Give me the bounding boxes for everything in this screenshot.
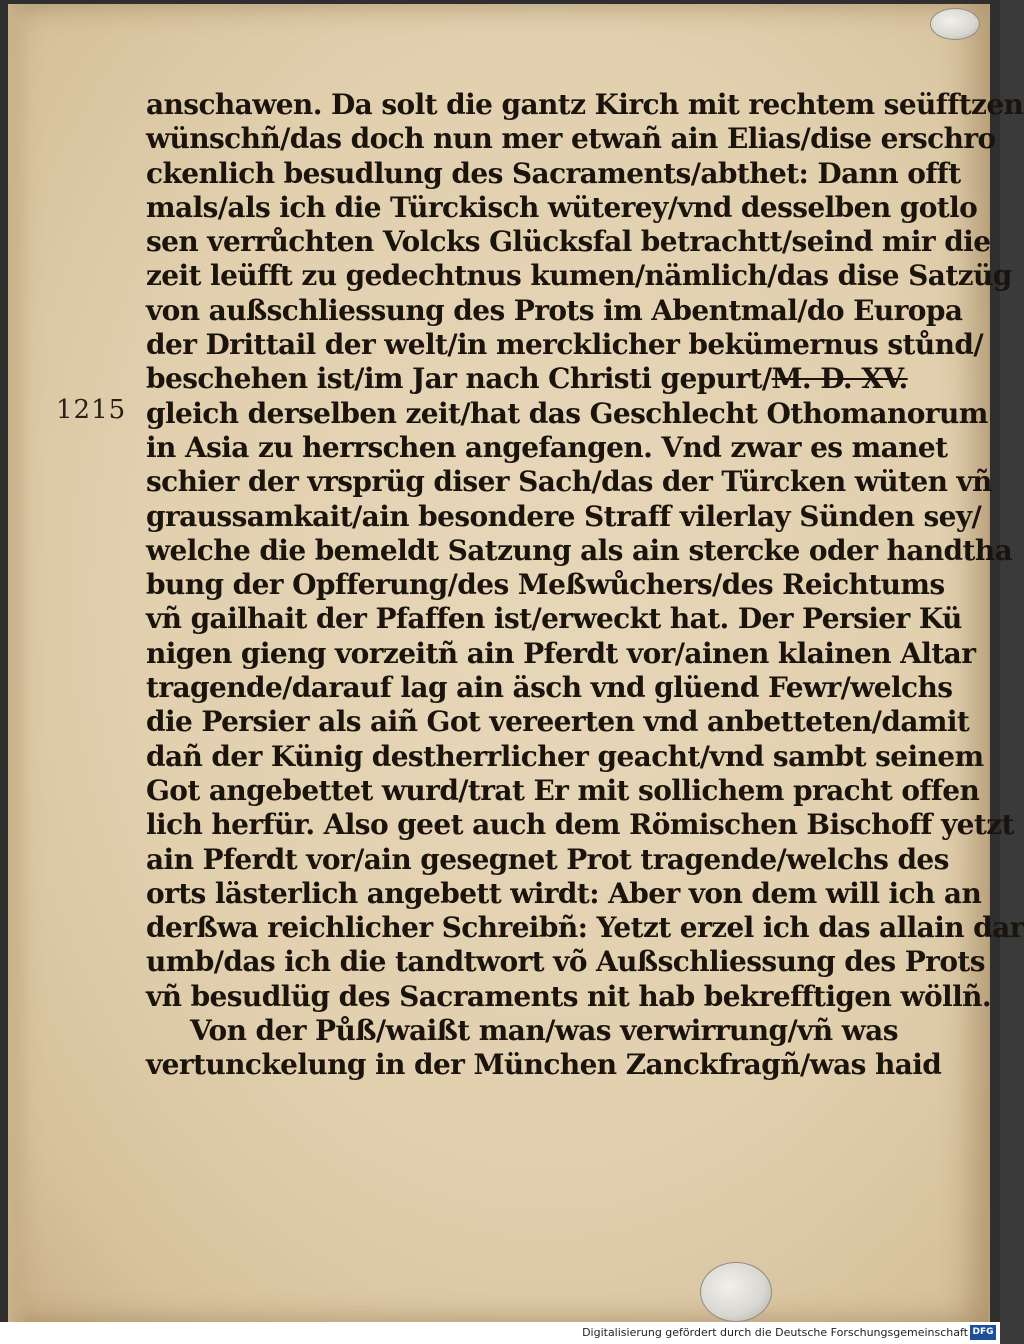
text-line: [146, 842, 949, 877]
text-line-content: graussamkait/ain besondere Straff vilerlay Sünden sey/: [146, 499, 982, 533]
text-line: [146, 465, 992, 499]
text-line-content: zeit leüfft zu gedechtnus kumen/nämlich/das dise Satzüg: [146, 259, 1012, 293]
text-line: [146, 1014, 932, 1048]
text-line: [146, 362, 932, 396]
footer-bar: [0, 1322, 1000, 1344]
text-line: [146, 328, 983, 362]
text-line: [146, 705, 970, 739]
text-line: [146, 636, 976, 671]
text-line: [146, 739, 984, 774]
text-line-content: beschehen ist/im Jar nach Christi gepurt/: [146, 362, 772, 396]
text-line: [146, 88, 1024, 122]
text-line-content: tragende/darauf lag ain äsch vnd glüend Fewr/welchs: [146, 671, 953, 705]
text-line: [146, 568, 945, 602]
text-line: [146, 293, 963, 328]
text-line-content: lich herfür. Also geet auch dem Römischen Bischoff yetzt: [146, 808, 1014, 842]
body-text: [146, 88, 1024, 1083]
text-line: [146, 396, 988, 431]
text-line: [146, 122, 996, 156]
text-line: [146, 190, 978, 225]
text-line: [146, 876, 982, 911]
text-line-content: gleich derselben zeit/hat das Geschlecht Othomanorum: [146, 396, 988, 430]
text-line: [146, 911, 1024, 945]
text-line-content: vñ besudlüg des Sacraments nit hab bekrefftigen wöllñ.: [146, 979, 992, 1013]
text-line-content: anschawen. Da solt die gantz Kirch mit rechtem seüfftzen: [146, 88, 1024, 121]
text-line: [146, 430, 948, 465]
text-line-content: bung der Opfferung/des Meßwůchers/des Reichtums: [146, 568, 945, 602]
page-clip-top: [930, 8, 980, 40]
struck-date: M. D. XV.: [771, 362, 908, 396]
text-line: [146, 808, 1014, 842]
text-line-content: der Drittail der welt/in mercklicher bekümernus stůnd/: [146, 328, 983, 362]
text-line-content: vñ gailhait der Pfaffen ist/erweckt hat. Der Persier Kü: [146, 602, 962, 636]
text-line-content: welche die bemeldt Satzung als ain stercke oder handtha: [146, 533, 1013, 567]
text-line-content: ckenlich besudlung des Sacraments/abthet: Dann offt: [146, 156, 961, 190]
text-line: [146, 773, 980, 808]
text-line-content: dañ der Künig destherrlicher geacht/vnd sambt seinem: [146, 739, 984, 773]
text-line-content: die Persier als aiñ Got vereerten vnd anbetteten/damit: [146, 705, 970, 739]
text-line-content: derßwa reichlicher Schreibñ: Yetzt erzel ich das allain dar: [146, 911, 1024, 945]
text-line-content: orts lästerlich angebett wirdt: Aber von dem will ich an: [146, 876, 982, 910]
page-clip-bottom: [700, 1262, 772, 1322]
text-line-content: vertunckelung in der München Zanckfragñ/was haid: [146, 1048, 942, 1082]
footer-credit: Digitalisierung gefördert durch die Deutsche Forschungsgemeinschaft: [582, 1326, 968, 1339]
text-line-content: ain Pferdt vor/ain gesegnet Prot tragende/welchs des: [146, 842, 949, 876]
text-line-content: schier der vrsprüg diser Sach/das der Türcken wüten vñ: [146, 465, 992, 499]
page-gutter-shadow: [8, 4, 30, 1322]
text-line-content: umb/das ich die tandtwort võ Außschliessung des Prots: [146, 945, 985, 979]
text-line: [146, 225, 991, 259]
text-line: [146, 156, 961, 191]
text-line: [146, 1048, 942, 1082]
text-line: [146, 602, 962, 636]
text-line: [146, 499, 982, 534]
dfg-logo: DFG: [970, 1325, 996, 1340]
text-line-content: Von der Půß/waißt man/was verwirrung/vñ was: [190, 1014, 898, 1048]
text-line: [146, 979, 992, 1014]
text-line: [146, 945, 985, 979]
margin-annotation: 1215: [56, 395, 127, 425]
text-line-content: mals/als ich die Türckisch wüterey/vnd desselben gotlo: [146, 190, 978, 224]
text-line-content: von außschliessung des Prots im Abentmal/do Europa: [146, 293, 963, 327]
text-line-content: nigen gieng vorzeitñ ain Pferdt vor/ainen klainen Altar: [146, 636, 976, 670]
text-line-content: Got angebettet wurd/trat Er mit sollichem pracht offen: [146, 773, 980, 807]
text-line: [146, 533, 1013, 568]
text-line-content: wünschñ/das doch nun mer etwañ ain Elias/dise erschro: [146, 122, 996, 156]
text-line-content: sen verrůchten Volcks Glücksfal betrachtt/seind mir die: [146, 225, 991, 259]
text-line: [146, 259, 1012, 293]
text-line-content: in Asia zu herrschen angefangen. Vnd zwar es manet: [146, 430, 948, 464]
text-line: [146, 671, 953, 705]
